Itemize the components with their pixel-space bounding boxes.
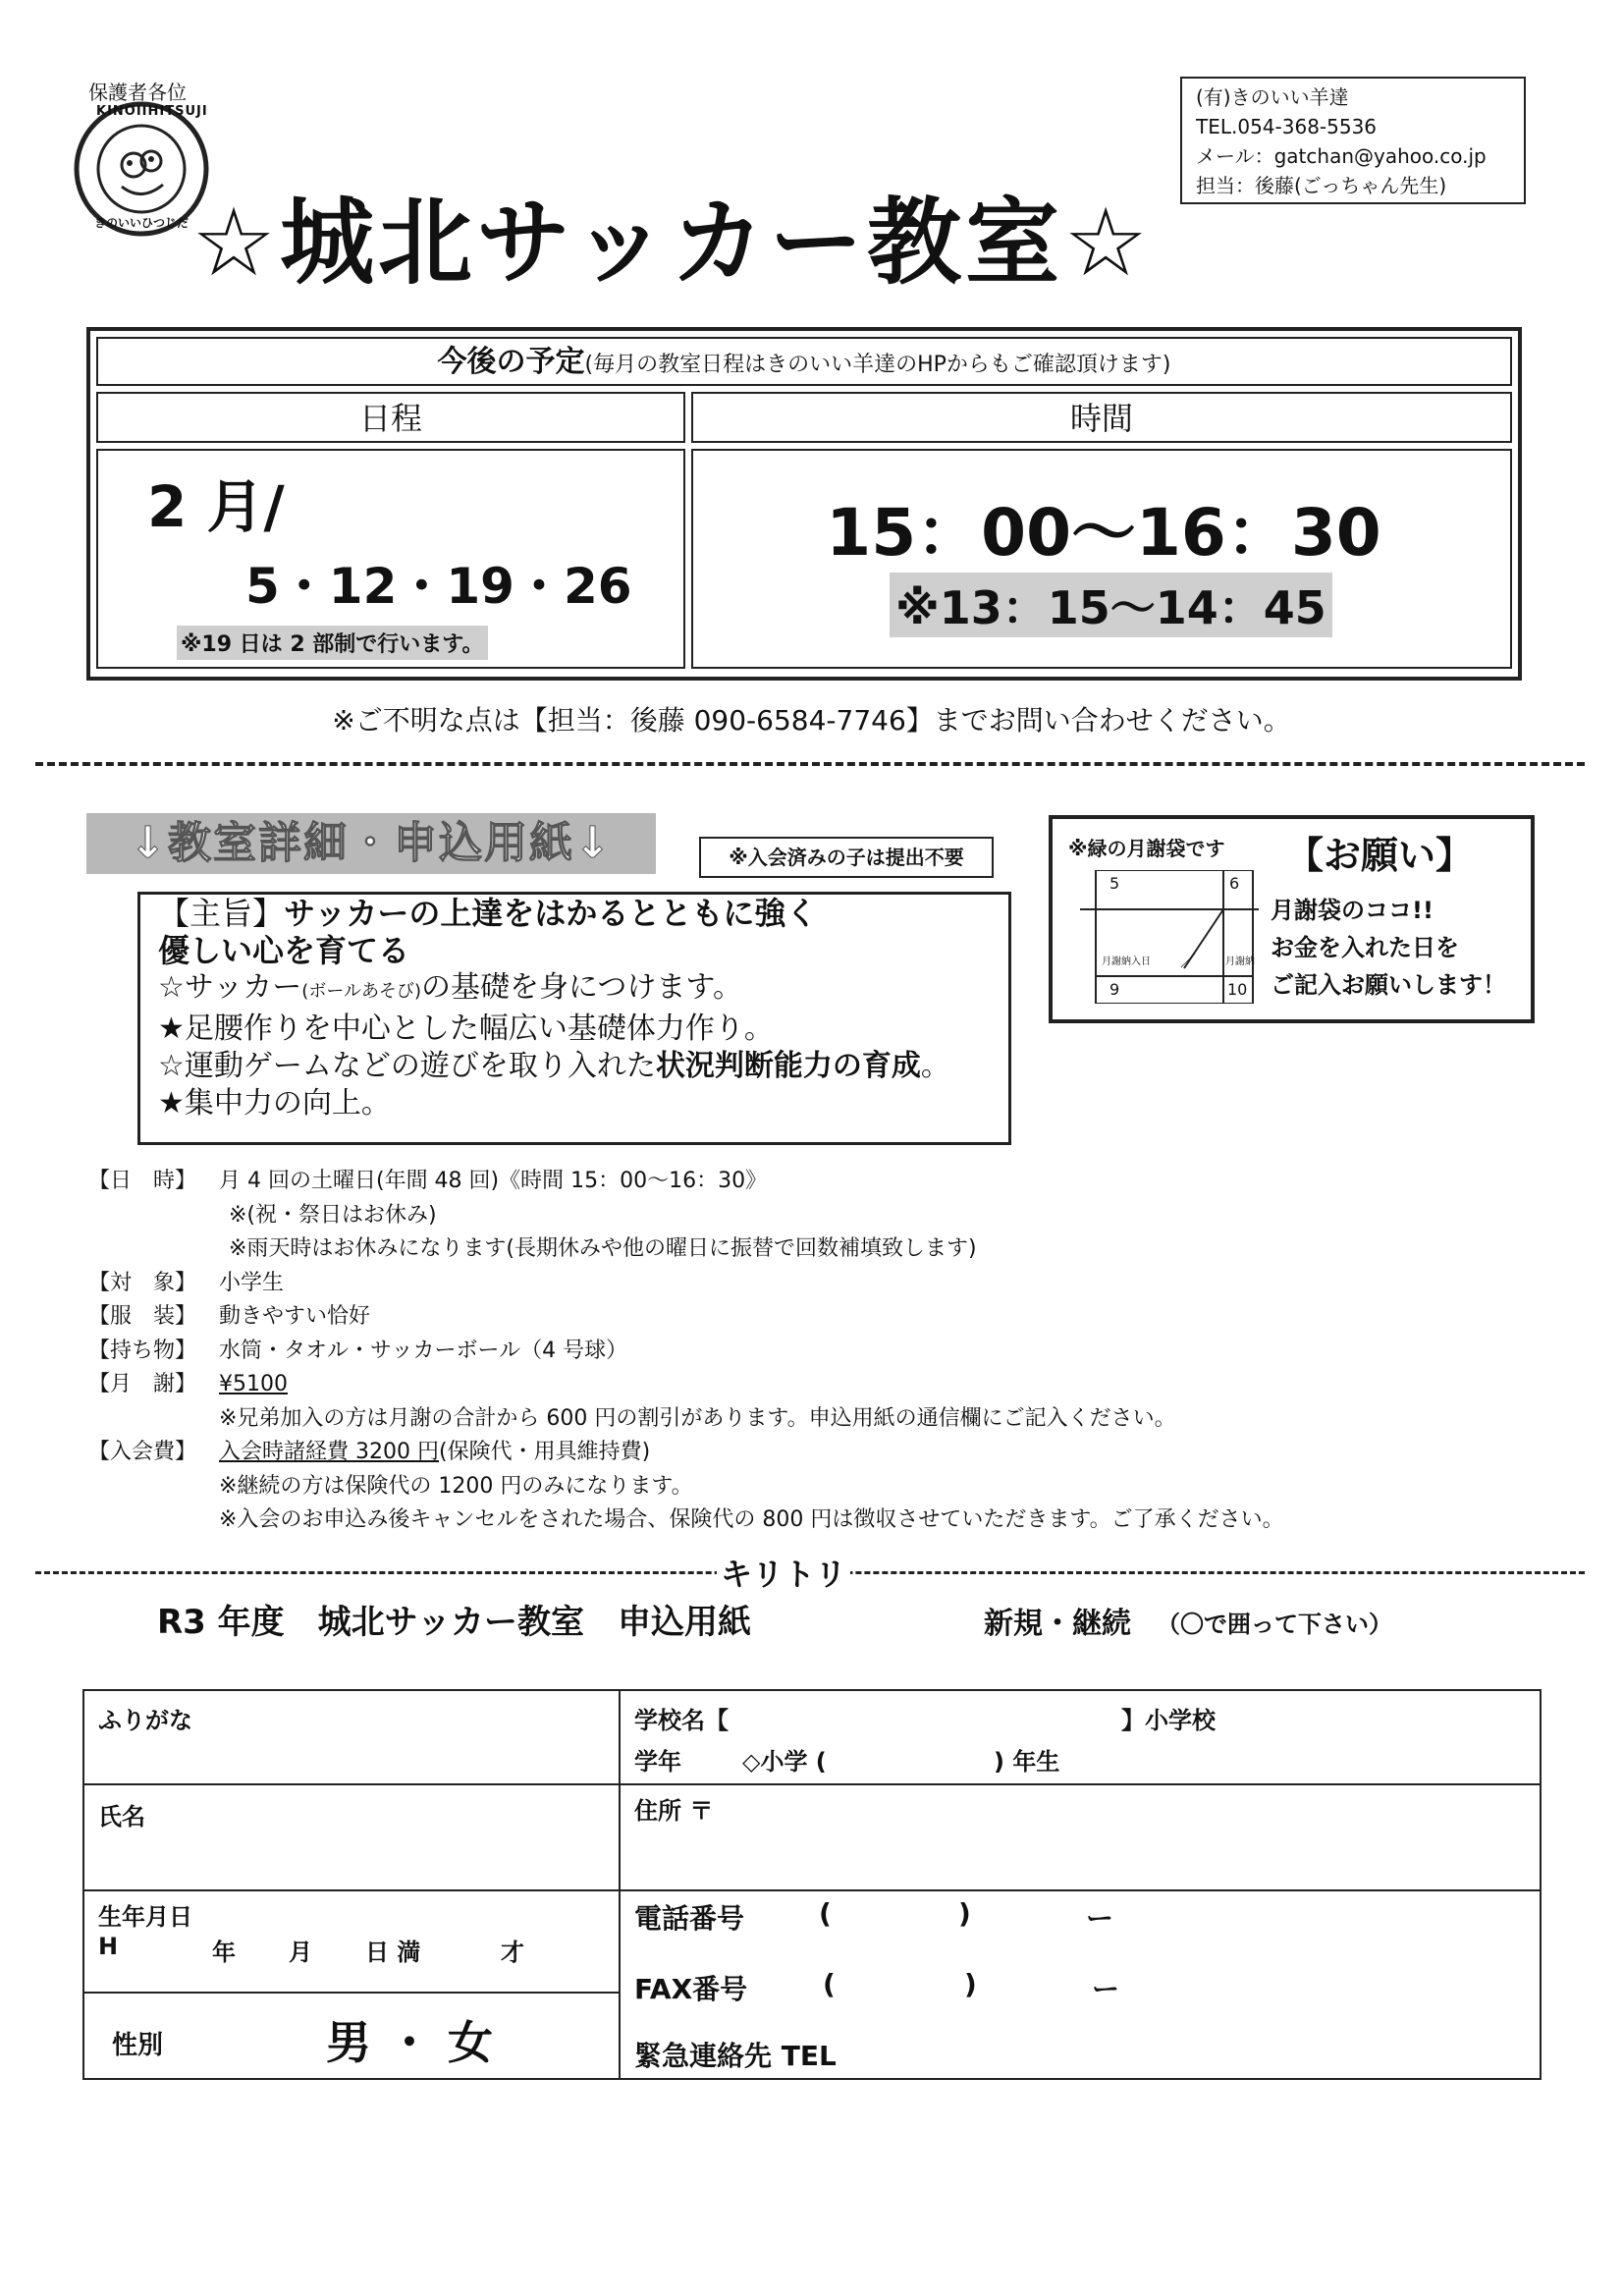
gender-options[interactable]: 男 ・ 女 <box>326 2016 494 2069</box>
form-type-note: （〇で囲って下さい） <box>1157 1611 1392 1638</box>
fax-paren-close: ) <box>964 1968 977 2000</box>
purpose-prefix: 【主旨】 <box>158 895 285 932</box>
schedule-heading-row <box>96 337 1512 386</box>
request-box <box>1049 815 1535 1023</box>
divider-1 <box>35 762 1585 766</box>
birth-day: 日 満 <box>365 1939 421 1966</box>
inquiry-note: ※ご不明な点は【担当：後藤 090-6584-7746】までお問い合わせください。 <box>332 704 1291 737</box>
address-label: 住所 〒 <box>634 1797 714 1825</box>
schedule-heading-note: (毎月の教室日程はきのいい羊達のHPからもご確認頂けます) <box>584 353 1171 377</box>
info-row: ※兄弟加入の方は月謝の合計から 600 円の割引があります。申込用紙の通信欄にご記入ください。 <box>219 1405 1176 1431</box>
purpose-1a: ☆サッカー <box>158 970 302 1005</box>
addressee: 保護者各位 <box>88 81 187 104</box>
date-cell <box>96 449 685 669</box>
contact-mail: メール：gatchan@yahoo.co.jp <box>1196 144 1487 168</box>
emergency-label: 緊急連絡先 TEL <box>634 2040 837 2072</box>
grid-slash: ／ <box>1180 952 1197 970</box>
purpose-4: ★集中力の向上。 <box>158 1086 391 1121</box>
schedule-time-main: 15：00〜16：30 <box>826 495 1381 571</box>
gender-label: 性別 <box>112 2031 164 2060</box>
purpose-3b: 状況判断能力の育成 <box>655 1049 921 1083</box>
purpose-3a: ☆運動ゲームなどの遊びを取り入れた <box>158 1049 656 1083</box>
info-row: ※雨天時はお休みになります(長期休みや他の曜日に振替で回数補填致します) <box>229 1236 977 1261</box>
page-title: ☆城北サッカー教室☆ <box>191 188 1153 298</box>
fax-label: FAX番号 <box>634 1973 748 2005</box>
contact-person: 担当：後藤(ごっちゃん先生) <box>1196 174 1447 197</box>
info-list <box>88 1165 1561 1538</box>
grade-end: ) 年生 <box>994 1748 1060 1776</box>
phone-paren-close: ) <box>958 1897 971 1930</box>
grid-6: 6 <box>1229 874 1240 893</box>
contact-company: (有)きのいい羊達 <box>1196 85 1349 109</box>
purpose-title-2: 優しい心を育てる <box>158 932 410 969</box>
banner-note: ※入会済みの子は提出不要 <box>699 837 994 878</box>
info-row: 【持ち物】 水筒・タオル・サッカーボール（4 号球） <box>88 1338 628 1363</box>
logo <box>73 100 210 238</box>
info-row: 【月 謝】 ¥5100 <box>88 1372 288 1396</box>
phone-dash: ー <box>1086 1902 1114 1935</box>
grade-mid: ◇小学 ( <box>742 1748 827 1776</box>
info-row: ※(祝・祭日はお休み) <box>229 1202 437 1228</box>
phone-label: 電話番号 <box>634 1902 745 1935</box>
schedule-heading: 今後の予定 <box>437 345 585 379</box>
details-banner: ↓教室詳細・申込用紙↓ <box>86 813 656 874</box>
school-label-end: 】小学校 <box>1121 1707 1216 1734</box>
emergency-field[interactable] <box>890 2029 1518 2068</box>
purpose-1b: の基礎を身につけます。 <box>420 970 742 1005</box>
col-time-header: 時間 <box>691 392 1512 443</box>
grid-10: 10 <box>1227 980 1248 999</box>
col-date-header: 日程 <box>96 392 685 443</box>
logo-text: KINOIIHITSUJI <box>96 104 208 119</box>
grid-right-label: 月謝納 <box>1225 957 1255 967</box>
logo-subtext: きのいいひつじだ <box>93 216 189 230</box>
grade-label: 学年 <box>634 1748 681 1776</box>
pouch-diagram <box>1076 870 1263 1004</box>
furigana-label: ふりがな <box>98 1707 192 1734</box>
phone-paren-open: ( <box>819 1897 832 1930</box>
fax-dash: ー <box>1092 1973 1120 2005</box>
schedule-month: 2 月/ <box>147 473 285 540</box>
schedule-table <box>86 327 1522 681</box>
purpose-2: ★足腰作りを中心とした幅広い基礎体力作り。 <box>158 1011 774 1046</box>
request-line-1: 月謝袋のココ!! <box>1271 897 1434 924</box>
fax-field[interactable] <box>791 1964 1322 2003</box>
grade-field[interactable] <box>866 1740 974 1772</box>
request-line-3: ご記入お願いします！ <box>1271 971 1506 999</box>
fax-paren-open: ( <box>823 1968 836 2000</box>
form-type[interactable]: 新規・継続 <box>984 1607 1131 1641</box>
purpose-1-small: (ボールあそび) <box>301 981 421 1002</box>
cut-label: キリトリ <box>717 1550 850 1595</box>
contact-box <box>1180 77 1526 204</box>
birth-age: 才 <box>501 1939 524 1966</box>
info-row: 【服 装】 動きやすい恰好 <box>88 1304 371 1329</box>
birth-month: 月 <box>289 1939 312 1966</box>
schedule-days: 5・12・19・26 <box>245 558 632 615</box>
request-title: 【お願い】 <box>1286 834 1474 877</box>
address-field[interactable] <box>634 1823 1528 1886</box>
birth-field[interactable] <box>124 1927 595 1966</box>
name-field[interactable] <box>98 1829 609 1886</box>
purpose-3c: 。 <box>920 1049 950 1083</box>
birth-year: 年 <box>212 1939 236 1966</box>
pouch-label: ※緑の月謝袋です <box>1068 837 1225 860</box>
phone-field[interactable] <box>791 1893 1322 1933</box>
form-title: R3 年度 城北サッカー教室 申込用紙 <box>157 1603 751 1642</box>
application-form <box>82 1689 1542 2080</box>
school-label: 学校名【 <box>634 1707 729 1734</box>
grid-5: 5 <box>1109 874 1120 893</box>
schedule-time-sub: ※13：15〜14：45 <box>890 573 1332 637</box>
schedule-date-note: ※19 日は 2 部制で行います。 <box>177 626 488 660</box>
info-row: 【日 時】 月 4 回の土曜日(年間 48 回)《時間 15：00〜16：30》 <box>88 1169 768 1193</box>
contact-tel: TEL.054-368-5536 <box>1196 115 1378 138</box>
request-line-2: お金を入れた日を <box>1271 934 1459 961</box>
time-cell <box>691 449 1512 669</box>
purpose-title: サッカーの上達をはかるとともに強く <box>284 895 818 932</box>
info-row: 【入会費】 入会時諸経費 3200 円(保険代・用具維持費) <box>88 1440 651 1464</box>
name-label: 氏名 <box>98 1803 145 1831</box>
info-row: ※継続の方は保険代の 1200 円のみになります。 <box>219 1473 693 1499</box>
school-field[interactable] <box>752 1699 1115 1730</box>
birth-label: 生年月日 <box>98 1903 192 1931</box>
grid-9: 9 <box>1109 980 1120 999</box>
info-row: ※入会のお申込み後キャンセルをされた場合、保険代の 800 円は徴収させていただきます。ご了承ください。 <box>219 1507 1284 1532</box>
info-row: 【対 象】 小学生 <box>88 1270 285 1295</box>
birth-h: H <box>98 1933 119 1960</box>
grid-paid-label: 月謝納入日 <box>1102 957 1151 967</box>
purpose-box <box>137 892 1011 1145</box>
furigana-field[interactable] <box>98 1730 609 1777</box>
